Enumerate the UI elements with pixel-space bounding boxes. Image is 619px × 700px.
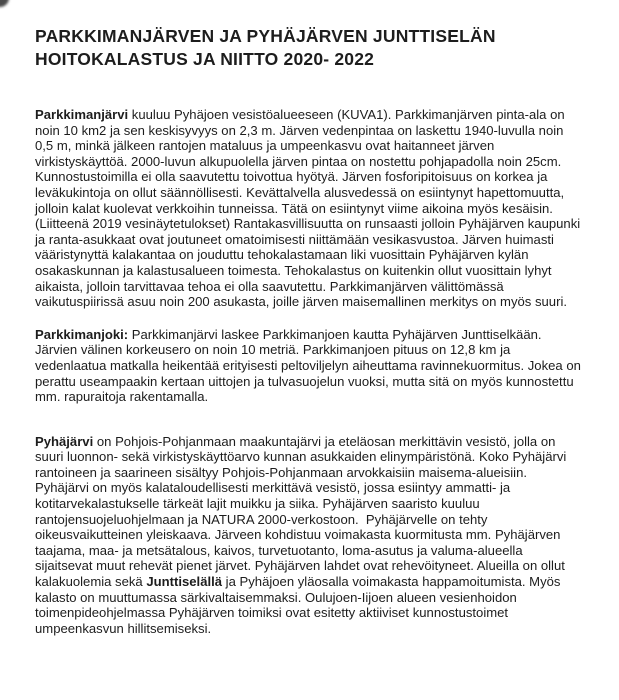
- paragraph-parkkimanjoki: [35, 326, 585, 405]
- paragraph-parkkimanjarvi-intro: [35, 107, 581, 169]
- bold-text-run: Junttiselällä: [146, 574, 223, 590]
- text-run: Kunnostustoimilla ei olla saavutettu toivottua hyötyä. Järven fosforipitoisuus on korkea ja leväkukintoja on ollut säännöllisesti. Kevättalvella alusvedessä on esiintynyt hapettomuutta, jolloin kalat kuolevat verkkoihin tunneissa. Tätä on esiintynyt viime aikoina myös kesäisin. (Liitteenä 2019 vesinäytetulokset) Rantakasvillisuutta on runsaasti jolloin Pyhäjärven kaupunki ja ranta-asukkaat ovat joutuneet omatoimisesti niittämään vesikasvustoa. Järven huimasti vääristynyttä kalakantaa on jouduttu tehokalastamaan liki vuosittain Pyhäjärven kylän osakaskunnan ja kalastusalueen toimesta. Tehokalastus on kuitenkin ollut vuosittain lyhyt aikaista, jolloin tarvittavaa tehoa ei olla saavutettu. Parkkimanjärven välittömässä vaikutuspiirissä asuu noin 200 asukasta, joille järven maisemallinen merkitys on myös suuri.: [35, 169, 584, 310]
- document-title: [35, 25, 583, 71]
- text-run: ja Pyhäjoen yläosalla voimakasta happamoitumista. Myös kalasto on muuttumassa särkivaltaisemmaksi. Oulujoen-Iijoen alueen vesienhoidon toimenpideohjelmassa Pyhäjärven toimiksi ovat esitetty aktiiviset kunnostustoimet umpeenkasvun hillitsemiseksi.: [35, 574, 565, 636]
- title-line-1: PARKKIMANJÄRVEN JA PYHÄJÄRVEN JUNTTISELÄN: [35, 26, 496, 46]
- bold-text-run: Pyhäjärvi: [35, 433, 94, 449]
- title-line-2: HOITOKALASTUS JA NIITTO 2020- 2022: [35, 49, 375, 69]
- text-run: Parkkimanjärvi laskee Parkkimanjoen kautta Pyhäjärven Junttiselkään. Järvien välinen korkeusero on noin 10 metriä. Parkkimanjoen pituus on 12,8 km ja vedenlaatua matkalla heikentää erityisesti peltoviljelyn aiheuttama ravinnekuormitus. Jokea on perattu useampaakin kertaan uittojen ja tulvasuojelun vuoksi, mutta sitä on myös kunnostettu mm. rapuraitoja rakentamalla.: [35, 326, 585, 405]
- bold-text-run: Parkkimanjoki:: [35, 326, 129, 342]
- scan-corner-artifact: [0, 0, 9, 7]
- bold-text-run: Parkkimanjärvi: [35, 107, 129, 122]
- paragraph-pyhajarvi: [35, 434, 581, 637]
- document-body: [35, 107, 585, 636]
- text-run: on Pohjois-Pohjanmaan maakuntajärvi ja eteläosan merkittävin vesistö, jolla on suuri luonnon- sekä virkistyskäyttöarvo kunnan asukkaiden elinympäristönä. Koko Pyhäjärvi rantoineen ja saarineen sisältyy Pohjois-Pohjanmaan arvokkaisiin maisema-alueisiin. Pyhäjärvi on myös kalataloudellisesti merkittävä vesistö, jossa esiintyy ammatti- ja kotitarvekalastukselle tärkeät lajit muikku ja siika. Pyhäjärven saaristo kuuluu rantojensuojeluohjelmaan ja NATURA 2000-verkostoon. Pyhäjärvelle on tehty oikeusvaikutteinen yleiskaava. Järveen kohdistuu voimakasta kuormitusta mm. Pyhäjärven taajama, maa- ja metsätalous, kaivos, turvetuotanto, loma-asutus ja valuma-alueella sijaitsevat muut rehevät pienet järvet. Pyhäjärven lahdet ovat rehevöityneet. Alueilla on ollut kalakuolemia sekä: [35, 433, 570, 590]
- paragraph-kunnostustoimet: [35, 169, 584, 310]
- text-run: kuuluu Pyhäjoen vesistöalueeseen (KUVA1). Parkkimanjärven pinta-ala on noin 10 km2 ja sen keskisyvyys on 2,3 m. Järven vedenpintaa on laskettu 1940-luvulla noin 0,5 m, minkä jälkeen rantojen mataluus ja umpeenkasvu ovat haitanneet järven virkistyskäyttöä. 2000-luvun alkupuolella järven pintaa on nostettu pohjapadolla noin 25cm.: [35, 107, 569, 169]
